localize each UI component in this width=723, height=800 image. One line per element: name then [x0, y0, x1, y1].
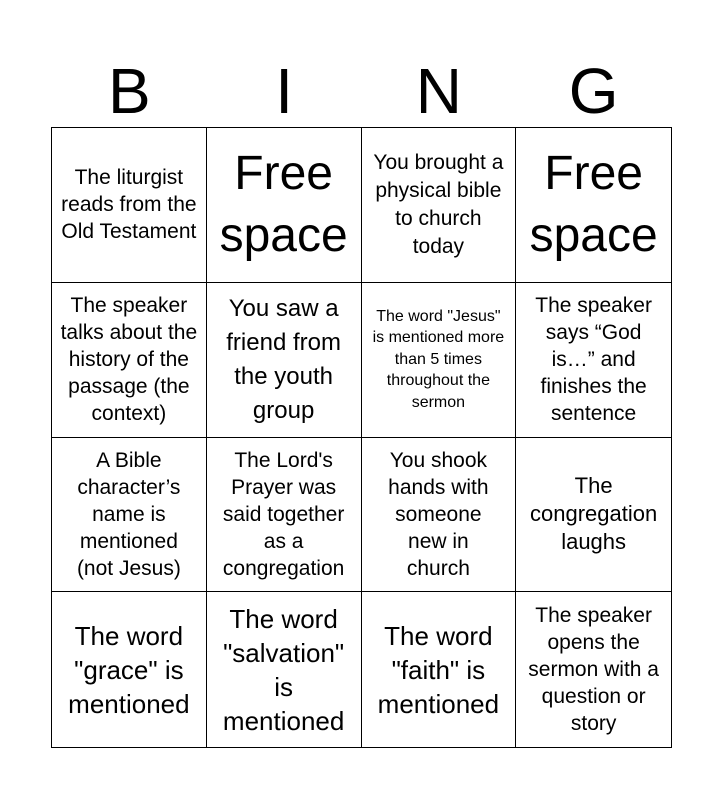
bingo-cell-r2c3[interactable]: [362, 283, 517, 438]
cell-text: You brought a physical bible to church today: [373, 150, 504, 258]
header-letter-i: I: [275, 55, 294, 127]
bingo-cell-r4c3[interactable]: [362, 592, 517, 747]
free-space-text: Free space: [219, 146, 348, 262]
bingo-cell-r1c3[interactable]: [362, 128, 517, 283]
cell-text: The liturgist reads from the Old Testament: [61, 166, 197, 244]
cell-text: You saw a friend from the youth group: [226, 294, 341, 424]
cell-text: The congregation laughs: [530, 473, 658, 555]
bingo-board: [51, 127, 672, 748]
bingo-cell-r3c4[interactable]: [516, 438, 671, 593]
header-letter-b: B: [108, 55, 151, 127]
free-space-text: Free space: [529, 146, 658, 262]
bingo-cell-r3c1[interactable]: [52, 438, 207, 593]
cell-text: The word "faith" is mentioned: [377, 620, 500, 719]
cell-text: The Lord's Prayer was said together as a congregation: [222, 448, 345, 580]
cell-text: The speaker opens the sermon with a question or story: [528, 604, 659, 736]
bingo-cell-r1c2-free[interactable]: [207, 128, 362, 283]
bingo-cell-r2c2[interactable]: [207, 283, 362, 438]
bingo-cell-r2c4[interactable]: [516, 283, 671, 438]
bingo-cell-r3c3[interactable]: [362, 438, 517, 593]
header-letter-n: N: [415, 55, 462, 127]
bingo-cell-r4c2[interactable]: [207, 592, 362, 747]
cell-text: A Bible character’s name is mentioned (not Jesus): [76, 448, 181, 580]
bingo-cell-r4c4[interactable]: [516, 592, 671, 747]
bingo-cell-r4c1[interactable]: [52, 592, 207, 747]
bingo-cell-r2c1[interactable]: [52, 283, 207, 438]
bingo-cell-r1c4-free[interactable]: [516, 128, 671, 283]
bingo-cell-r3c2[interactable]: [207, 438, 362, 593]
cell-text: The speaker says “God is…” and finishes the sentence: [535, 294, 652, 426]
bingo-header: [52, 55, 671, 127]
cell-text: The word "Jesus" is mentioned more than 5 times throughout the sermon: [372, 307, 505, 411]
cell-text: The word "salvation" is mentioned: [222, 603, 345, 736]
header-letter-g: G: [568, 55, 619, 127]
bingo-cell-r1c1[interactable]: [52, 128, 207, 283]
cell-text: The speaker talks about the history of the passage (the context): [60, 294, 198, 426]
cell-text: You shook hands with someone new in church: [388, 448, 489, 580]
cell-text: The word "grace" is mentioned: [68, 620, 190, 719]
